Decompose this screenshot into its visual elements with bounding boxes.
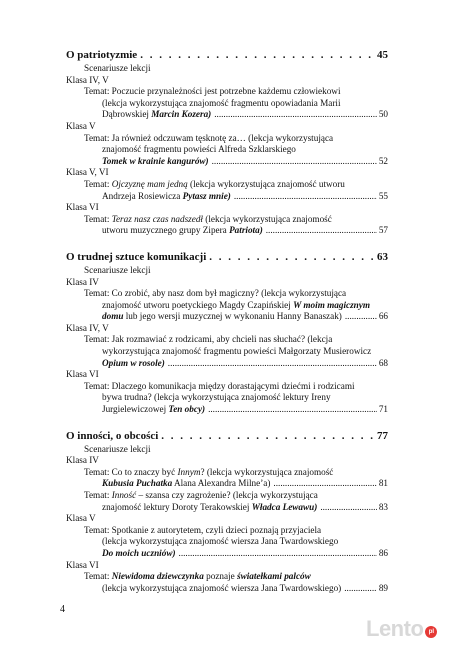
toc-entry — [66, 334, 388, 369]
work-title: domu — [102, 311, 124, 322]
leader-dots — [344, 583, 377, 595]
entry-page: 89 — [378, 582, 388, 593]
leader-dots — [214, 109, 377, 121]
logo-badge: pl — [425, 626, 437, 638]
entry-page: 83 — [378, 501, 388, 512]
entry-last-line — [84, 583, 388, 595]
section-heading — [66, 250, 388, 264]
toc-entry — [66, 525, 388, 560]
leader-dots — [209, 250, 374, 264]
entry-last-line — [84, 109, 388, 121]
leader-dots — [266, 225, 377, 237]
entry-text: znajomość lektury Doroty Terakowskiej — [102, 501, 252, 512]
class-label: Klasa IV — [66, 455, 99, 466]
scenarios-label: Scenariusze lekcji — [84, 443, 151, 454]
toc-entry — [66, 467, 388, 490]
entry-line: znajomość utworu poetyckiego Magdy Czapińskiej W moim magicznym — [102, 299, 371, 310]
entry-line: Temat: Dlaczego komunikacja między dorastającymi dziećmi i rodzicami — [84, 380, 355, 391]
entry-line: Temat: Poczucie przynależności jest potrzebne każdemu człowiekowi — [84, 86, 341, 97]
entry-text: Andrzeja Rosiewicza — [102, 190, 183, 201]
entry-text: Jurgielewiczowej — [102, 404, 169, 415]
entry-page: 68 — [378, 357, 388, 368]
class-label: Klasa VI — [66, 202, 99, 213]
toc-entry — [66, 179, 388, 202]
entry-last-line — [84, 191, 388, 203]
page-number: 4 — [60, 604, 65, 615]
section-title: O inności, o obcości — [66, 429, 159, 442]
toc-section-innosc — [66, 429, 388, 595]
entry-text: Dąbrowskiej — [102, 109, 152, 120]
class-label: Klasa IV — [66, 276, 99, 287]
entry-line: Temat: Teraz nasz czas nadszedł (lekcja wykorzystująca znajomość — [84, 213, 332, 224]
work-title: W moim magicznym — [293, 299, 371, 310]
entry-line: (lekcja wykorzystująca znajomość wiersza Jana Twardowskiego — [102, 536, 339, 547]
class-label: Klasa VI — [66, 369, 99, 380]
section-title: O patriotyzmie — [66, 49, 138, 61]
entry-page: 81 — [378, 478, 388, 489]
table-of-contents — [66, 48, 388, 607]
entry-line: (lekcja wykorzystująca znajomość fragmentu opowiadania Marii — [102, 97, 341, 108]
entry-last-line — [84, 478, 388, 490]
entry-last-line — [84, 548, 388, 560]
logo-word: Lento — [366, 616, 424, 641]
work-title: Opium w rosole) — [102, 357, 165, 368]
work-title: Ten obcy) — [168, 404, 206, 415]
entry-last-line — [84, 156, 388, 168]
entry-last-line — [84, 311, 388, 323]
class-label: Klasa IV, V — [66, 74, 109, 85]
scenarios-label: Scenariusze lekcji — [84, 63, 151, 73]
entry-last-line — [84, 404, 388, 416]
entry-line: Temat: Ja również odczuwam tęsknotę za… (lekcja wykorzystująca — [84, 132, 334, 143]
work-title: Pytasz mnie) — [182, 190, 231, 201]
toc-section-komunikacja — [66, 250, 388, 416]
toc-entry — [66, 571, 388, 594]
entry-text: utworu muzycznego grupy Zipera — [102, 225, 230, 236]
scenarios-label: Scenariusze lekcji — [84, 264, 151, 275]
toc-entry — [66, 214, 388, 237]
section-heading — [66, 48, 388, 62]
toc-section-patriotyzm — [66, 48, 388, 237]
lento-watermark-logo — [366, 614, 454, 644]
work-title-italic: Teraz nasz czas nadszedł — [111, 213, 203, 224]
section-heading — [66, 429, 388, 443]
toc-entry — [66, 490, 388, 513]
class-label: Klasa VI — [66, 559, 99, 570]
entry-page: 55 — [378, 190, 388, 201]
class-label: Klasa V — [66, 513, 96, 524]
class-label: Klasa V — [66, 120, 96, 131]
section-page: 77 — [377, 429, 388, 442]
entry-text: Alana Alexandra Milne’a) — [172, 478, 271, 489]
work-title: Patriota) — [229, 225, 263, 236]
toc-entry — [66, 133, 388, 168]
work-title-italic: Innym — [177, 466, 201, 477]
work-title: Tomek w krainie kangurów) — [102, 155, 209, 166]
entry-page: 52 — [378, 155, 388, 166]
entry-page: 57 — [378, 225, 388, 236]
entry-line: Temat: Inność – szansa czy zagrożenie? (lekcja wykorzystująca — [84, 490, 318, 500]
entry-line: znajomość fragmentu powieści Alfreda Szklarskiego — [102, 144, 296, 155]
section-page: 63 — [377, 250, 388, 263]
section-title: O trudnej sztuce komunikacji — [66, 250, 207, 263]
entry-line: Temat: Co to znaczy być Innym? (lekcja wykorzystująca znajomość — [84, 466, 334, 477]
work-title: światełkami palców — [237, 571, 311, 582]
leader-dots — [179, 548, 377, 560]
leader-dots — [345, 311, 377, 323]
entry-text: lub jego wersji muzycznej w wykonaniu Hanny Banaszak) — [123, 311, 342, 322]
entry-text: (lekcja wykorzystująca znajomość wiersza Jana Twardowskiego) — [102, 582, 342, 593]
entry-page: 71 — [378, 404, 388, 415]
entry-line: bywa trudna? (lekcja wykorzystująca znajomość lektury Ireny — [102, 392, 331, 403]
leader-dots — [208, 404, 377, 416]
section-page: 45 — [377, 49, 388, 61]
toc-entry — [66, 86, 388, 121]
leader-dots — [168, 358, 377, 370]
toc-entry — [66, 288, 388, 323]
entry-line: Temat: Spotkanie z autorytetem, czyli dzieci poznają przyjaciela — [84, 524, 322, 535]
leader-dots — [234, 191, 377, 203]
leader-dots — [161, 429, 374, 443]
work-title: Do moich uczniów) — [102, 547, 176, 558]
toc-entry — [66, 381, 388, 416]
work-title: Kubusia Puchatka — [102, 478, 173, 489]
work-title-italic: Ojczyznę mam jedną — [111, 178, 188, 189]
work-title: Marcin Kozera) — [151, 109, 212, 120]
entry-page: 66 — [378, 311, 388, 322]
entry-line: Temat: Niewidoma dziewczynka poznaje światełkami palców — [84, 571, 311, 582]
leader-dots — [273, 478, 376, 490]
entry-last-line — [84, 358, 388, 370]
class-label: Klasa V, VI — [66, 167, 109, 178]
entry-line: Temat: Co zrobić, aby nasz dom był magiczny? (lekcja wykorzystująca — [84, 288, 347, 299]
leader-dots — [140, 48, 374, 62]
entry-last-line — [84, 225, 388, 237]
entry-line: Temat: Ojczyznę mam jedną (lekcja wykorzystująca znajomość utworu — [84, 178, 345, 189]
entry-page: 86 — [378, 547, 388, 558]
work-title-italic: Inność — [111, 490, 137, 500]
entry-line: wykorzystująca znajomość fragmentu powieści Małgorzaty Musierowicz — [102, 346, 372, 357]
entry-line: Temat: Jak rozmawiać z rodzicami, aby chcieli nas słuchać? (lekcja — [84, 334, 333, 345]
entry-last-line — [84, 502, 388, 514]
work-title: Władca Lewawu) — [251, 501, 318, 512]
class-label: Klasa IV, V — [66, 322, 109, 333]
work-title: Niewidoma dziewczynka — [111, 571, 204, 582]
leader-dots — [212, 156, 377, 168]
entry-page: 50 — [378, 109, 388, 120]
leader-dots — [320, 502, 376, 514]
